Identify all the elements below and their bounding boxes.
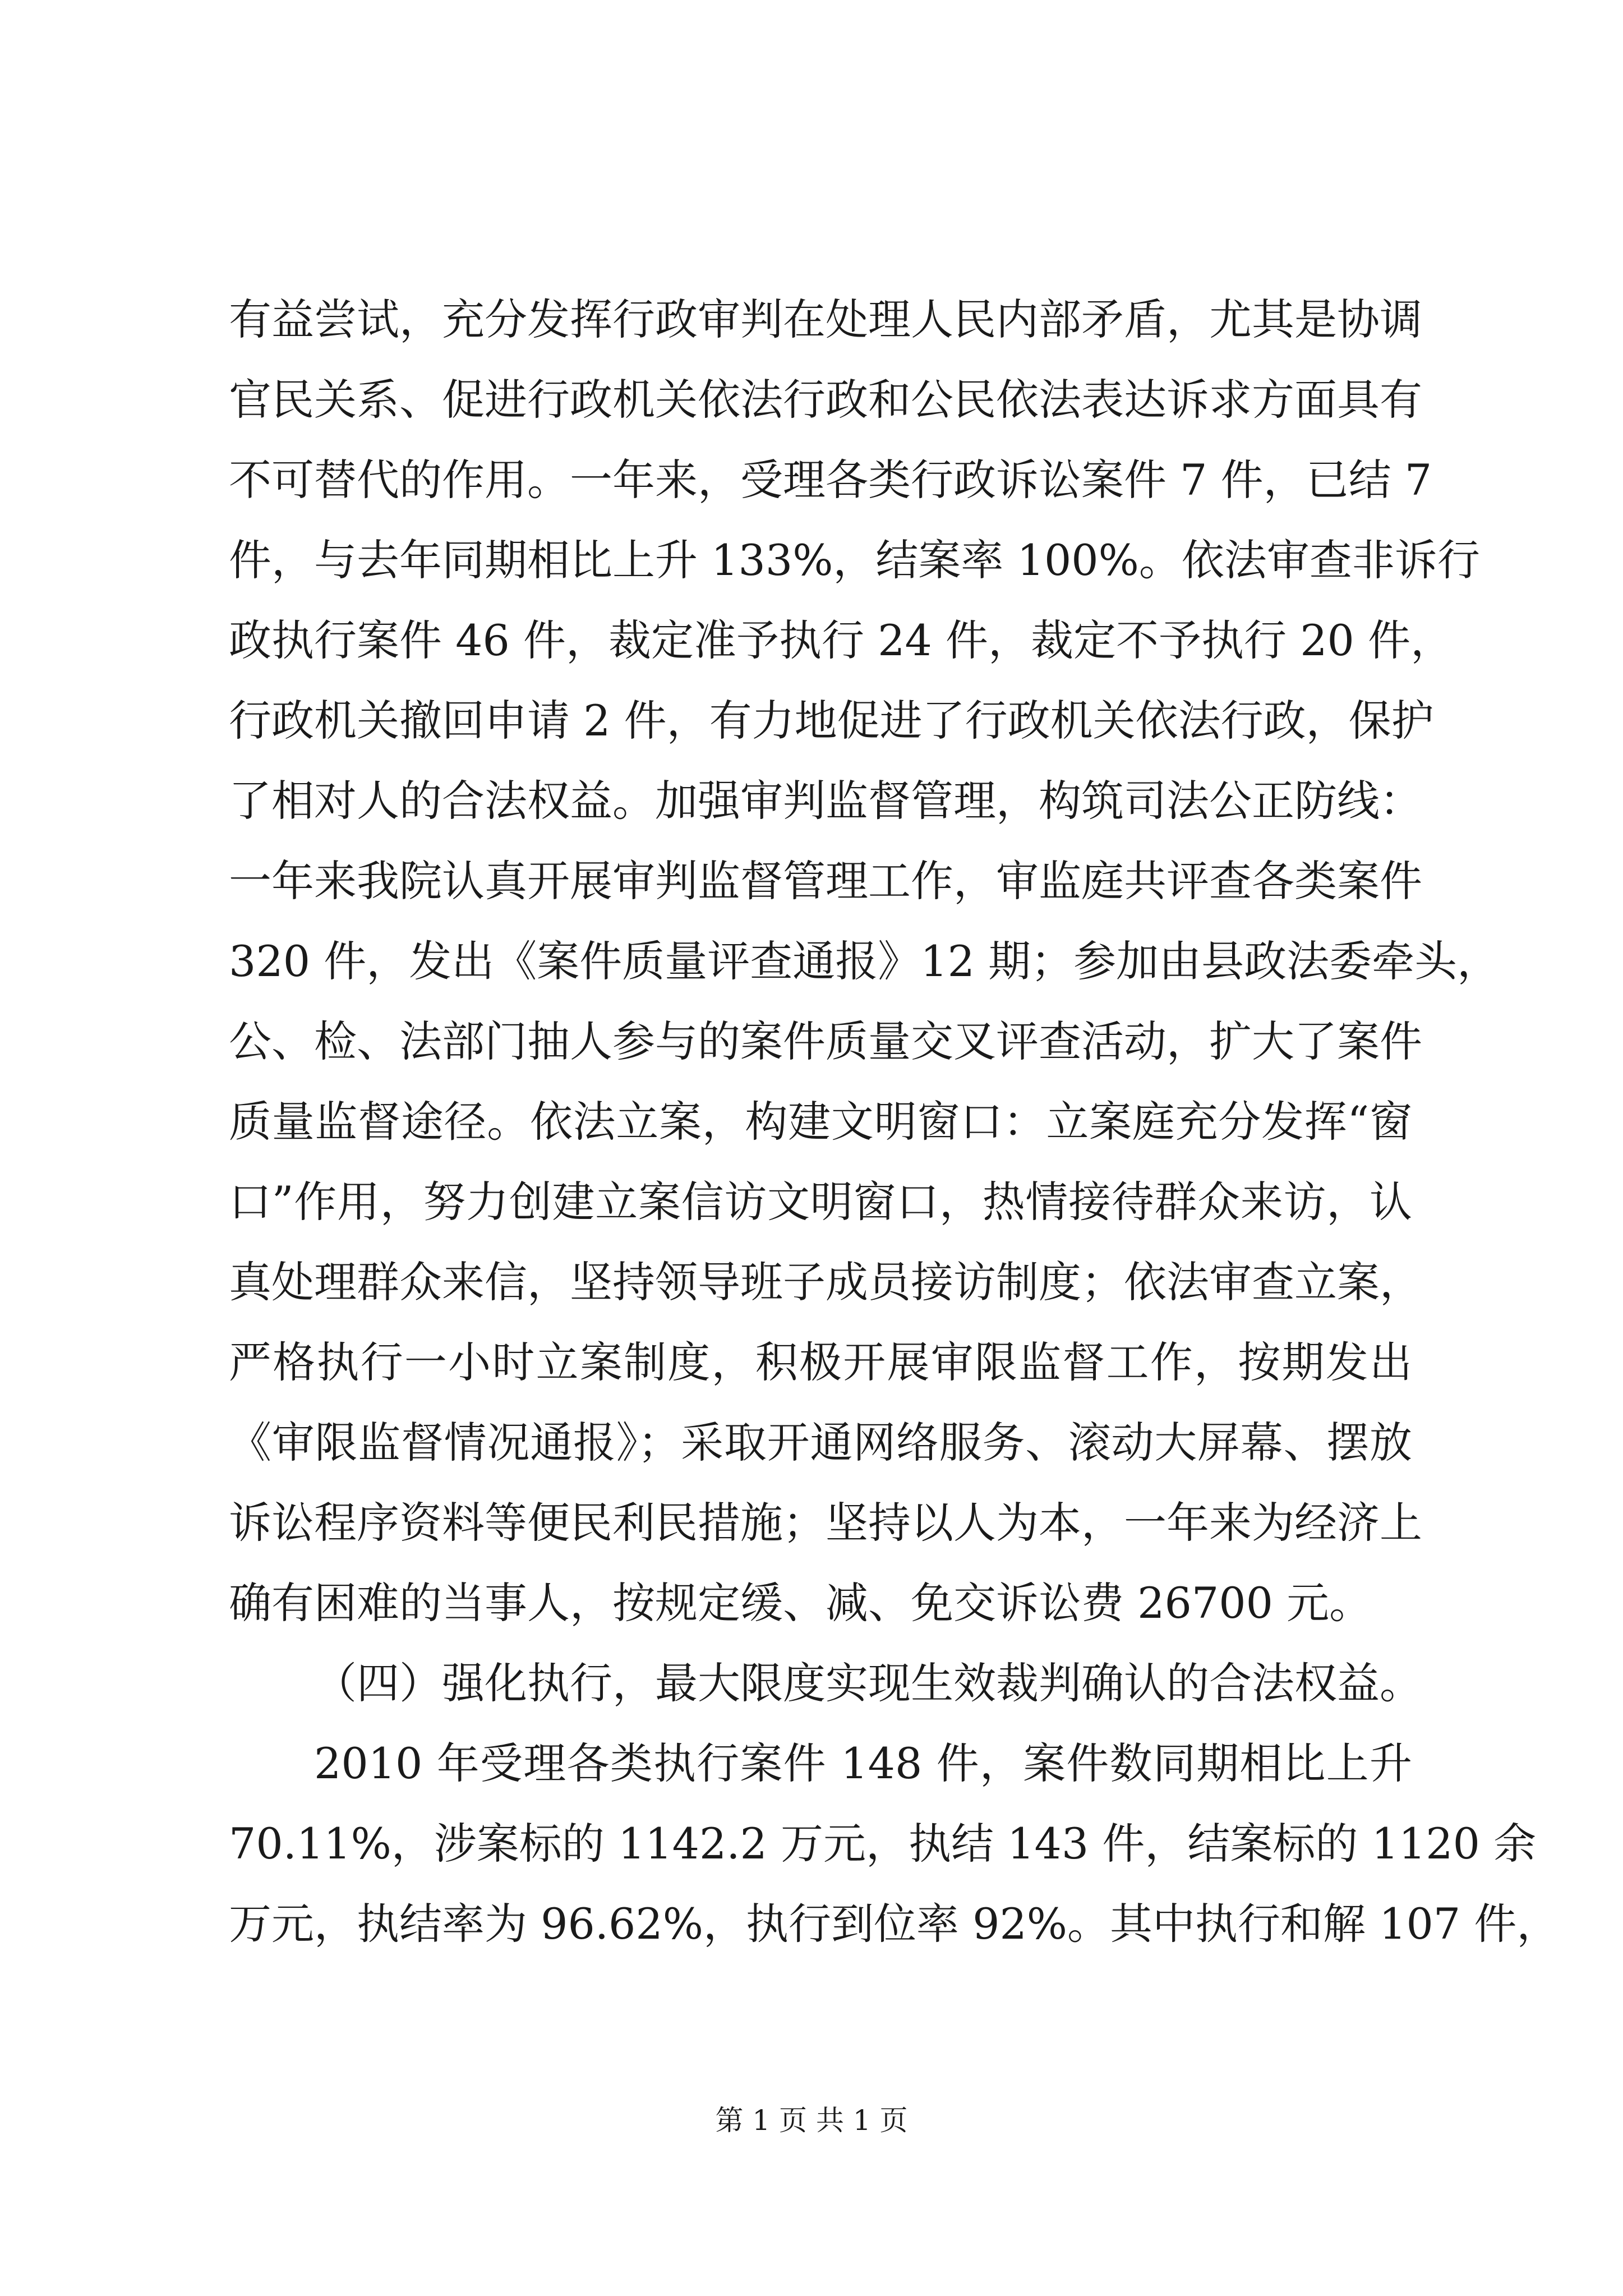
text-line: 件，与去年同期相比上升 133%，结案率 100%。依法审查非诉行 [229, 535, 1480, 585]
text-line: 严格执行一小时立案制度，积极开展审限监督工作，按期发出 [229, 1337, 1412, 1387]
text-line: 公、检、法部门抽人参与的案件质量交叉评查活动，扩大了案件 [229, 1016, 1422, 1066]
text-line: 《审限监督情况通报》；采取开通网络服务、滚动大屏幕、摆放 [229, 1418, 1412, 1467]
text-line: 确有困难的当事人，按规定缓、减、免交诉讼费 26700 元。 [229, 1578, 1372, 1628]
text-line: 行政机关撤回申请 2 件，有力地促进了行政机关依法行政，保护 [229, 696, 1434, 746]
text-line: 了相对人的合法权益。加强审判监督管理，构筑司法公正防线： [229, 776, 1422, 826]
body-text [229, 279, 1560, 1964]
text-line: 口”作用，努力创建立案信访文明窗口，热情接待群众来访，认 [229, 1177, 1412, 1227]
text-line: 不可替代的作用。一年来，受理各类行政诉讼案件 7 件，已结 7 [229, 455, 1432, 505]
text-line: 有益尝试，充分发挥行政审判在处理人民内部矛盾，尤其是协调 [229, 295, 1422, 344]
text-line: 2010 年受理各类执行案件 148 件，案件数同期相比上升 [314, 1738, 1412, 1788]
text-line: 320 件，发出《案件质量评查通报》12 期；参加由县政法委牵头， [229, 936, 1500, 986]
section-heading: （四）强化执行，最大限度实现生效裁判确认的合法权益。 [314, 1658, 1422, 1708]
text-line: 质量监督途径。依法立案，构建文明窗口：立案庭充分发挥“窗 [229, 1097, 1412, 1147]
text-line: 官民关系、促进行政机关依法行政和公民依法表达诉求方面具有 [229, 375, 1422, 425]
text-line: 真处理群众来信，坚持领导班子成员接访制度；依法审查立案， [229, 1257, 1422, 1307]
page-footer [0, 2101, 1623, 2140]
text-line: 政执行案件 46 件，裁定准予执行 24 件，裁定不予执行 20 件， [229, 615, 1454, 665]
text-line: 70.11%，涉案标的 1142.2 万元，执结 143 件，结案标的 1120 余 [229, 1819, 1537, 1869]
text-line: 万元，执结率为 96.62%，执行到位率 92%。其中执行和解 107 件， [229, 1899, 1560, 1949]
text-line: 诉讼程序资料等便民利民措施；坚持以人为本，一年来为经济上 [229, 1498, 1422, 1548]
page-number: 第 1 页 共 1 页 [715, 2104, 908, 2137]
text-line: 一年来我院认真开展审判监督管理工作，审监庭共评查各类案件 [229, 856, 1422, 906]
